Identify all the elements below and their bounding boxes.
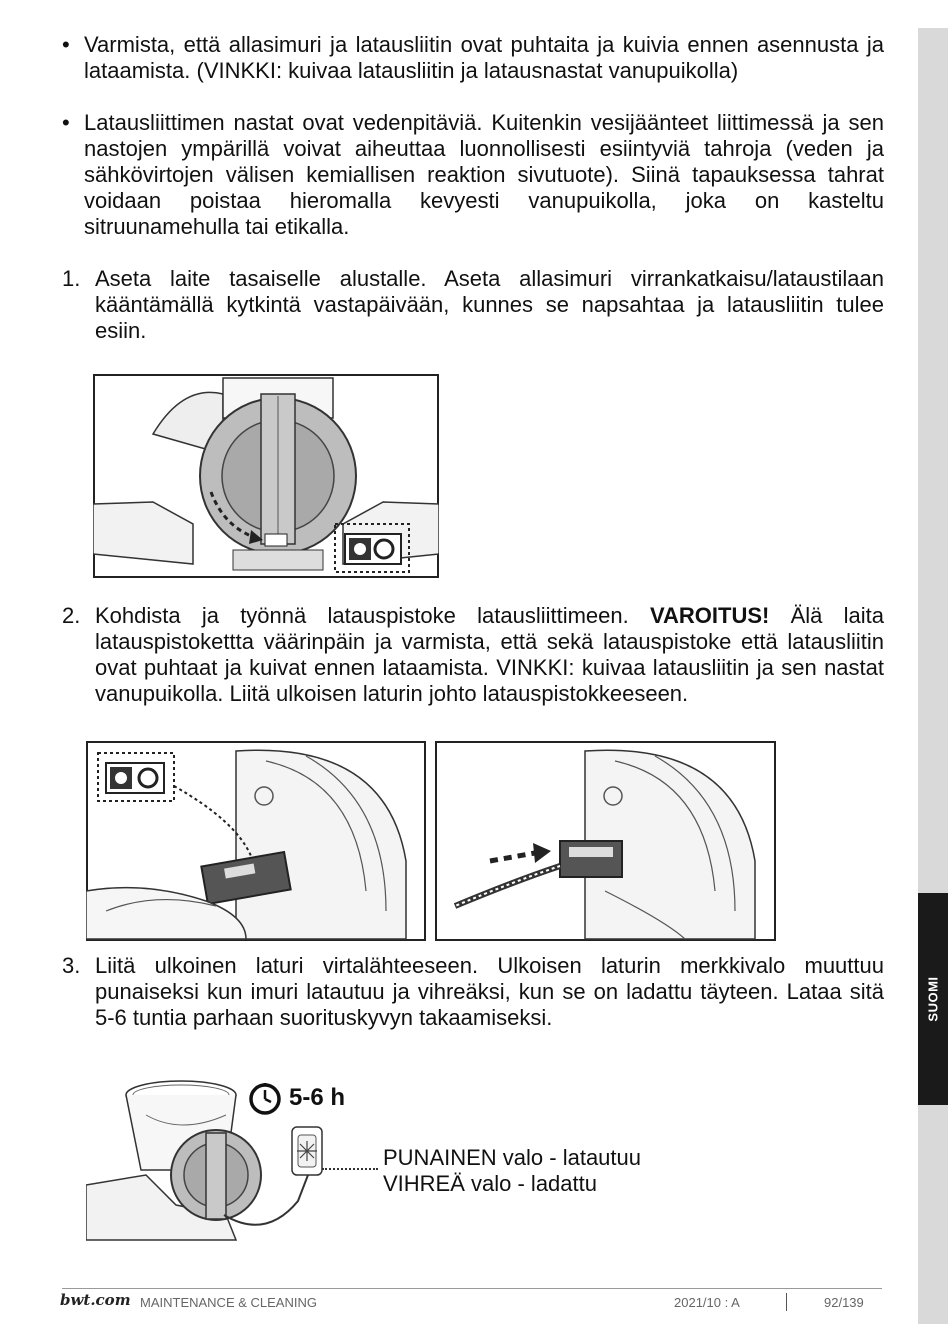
figure-switch-mode: [93, 374, 439, 578]
step-text: Aseta laite tasaiselle alustalle. Aseta allasimuri virrankatkaisu/lataustilaan kääntämällä kytkintä vastapäivään, kunnes se napsahtaa ja latausliitin tulee esiin.: [95, 266, 884, 343]
step-number: 1.: [62, 266, 81, 291]
step-text-after: Älä laita latauspistokettta väärinpäin ja varmista, että sekä latauspistoke että latausliitin ovat puhtaat ja kuivat ennen lataamista. VINKKI: kuivaa latausliitin ja sen nastat vanupuikolla. Liitä ulkoisen laturin johto latauspistokkeeseen.: [95, 603, 884, 706]
bullet-item: [62, 110, 884, 240]
step-1: [62, 266, 884, 344]
step-text: Liitä ulkoinen laturi virtalähteeseen. Ulkoisen laturin merkkivalo muuttuu punaiseksi kun imuri latautuu ja vihreäksi, kun se on ladattu täyteen. Lataa sitä 5-6 tuntia parhaan suorituskyvyn takaamiseksi.: [95, 953, 884, 1030]
step-text-before: Kohdista ja työnnä latauspistoke latausliittimeen.: [95, 603, 650, 628]
warning-label: VAROITUS!: [649, 603, 770, 628]
bullet-text: Varmista, että allasimuri ja latausliitin ovat puhtaita ja kuivia ennen asennusta ja lataamista. (VINKKI: kuivaa latausliitin ja latausnastat vanupuikolla): [84, 32, 884, 83]
side-strip: [918, 28, 948, 1324]
footer-rule: [62, 1288, 882, 1289]
bullet-dot: •: [62, 32, 70, 57]
legend-red: PUNAINEN valo - latautuu: [383, 1145, 641, 1170]
footer-section: MAINTENANCE & CLEANING: [140, 1295, 317, 1310]
language-tab-label: SUOMI: [925, 976, 941, 1022]
figure-align-plug: [86, 741, 426, 941]
leader-line: [322, 1168, 378, 1170]
clock-icon: [247, 1080, 283, 1116]
step-2: [62, 603, 884, 707]
light-legend: [383, 1145, 641, 1197]
bullet-text: Latausliittimen nastat ovat vedenpitäviä. Kuitenkin vesijäänteet liittimessä ja sen nastojen ympärillä voivat aiheuttaa luonnollisesti esiintyviä tahroja (veden ja sähkövirtojen välisen kemiallisen reaktion sivutuote). Siinä tapauksessa tahrat voidaan poistaa hieromalla kevyesti vanupuikolla, joka on kasteltu sitruunamehulla tai etikalla.: [84, 110, 884, 239]
step-number: 2.: [62, 603, 81, 628]
step-number: 3.: [62, 953, 81, 978]
language-tab: [918, 893, 948, 1105]
bullet-item: [62, 32, 884, 84]
bullet-dot: •: [62, 110, 70, 135]
charge-time: 5-6 h: [289, 1084, 346, 1111]
figure-insert-plug: [435, 741, 776, 941]
brand-logo: bwt.com: [60, 1291, 131, 1309]
legend-green: VIHREÄ valo - ladattu: [383, 1171, 597, 1196]
step-3: [62, 953, 884, 1031]
footer-separator: [786, 1293, 787, 1311]
page-number: 92/139: [824, 1295, 864, 1310]
footer-version: 2021/10 : A: [674, 1295, 740, 1310]
